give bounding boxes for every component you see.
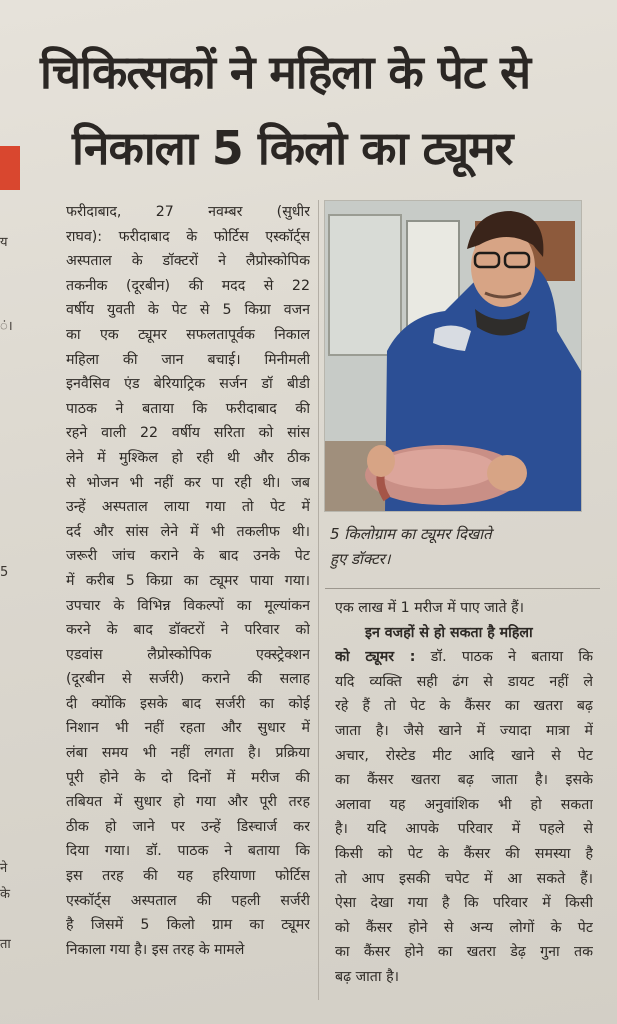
subhead-line: इन वजहों से हो सकता है महिला bbox=[365, 624, 533, 641]
article-line: पूरी होने के दो दिनों में मरीज की bbox=[66, 769, 310, 786]
subhead-lead: को ट्यूमर : bbox=[335, 649, 416, 666]
article-line: इनवैसिव एंड बेरियाट्रिक सर्जन डॉ बीडी bbox=[66, 376, 310, 393]
article-line: रहने वाली 22 वर्षीय सरिता को सांस bbox=[66, 425, 310, 442]
caption-line: 5 किलोग्राम का ट्यूमर दिखाते bbox=[330, 525, 492, 543]
red-accent-bar bbox=[0, 146, 20, 190]
photo-illustration bbox=[325, 201, 581, 511]
article-line: दी क्योंकि इसके बाद सर्जरी का कोई bbox=[66, 695, 310, 712]
headline-line-2: निकाला 5 किलो का ट्यूमर bbox=[72, 121, 513, 175]
article-line: का एक ट्यूमर सफलतापूर्वक निकाल bbox=[66, 326, 310, 343]
article-line: फरीदाबाद, 27 नवम्बर (सुधीर bbox=[66, 204, 310, 220]
subhead-line-2 bbox=[335, 645, 593, 670]
article-line: करने के बाद डॉक्टरों ने परिवार को bbox=[66, 622, 310, 639]
margin-fragment: य bbox=[0, 235, 8, 250]
article-line: इस तरह की यह हरियाणा फोर्टिस bbox=[66, 868, 310, 885]
article-line: निकाला गया है। इस तरह के मामले bbox=[66, 941, 245, 958]
article-line: है जिसमें 5 किलो ग्राम का ट्यूमर bbox=[66, 917, 310, 934]
article-line: दर्द और सांस लेने में भी तकलीफ थी। bbox=[66, 523, 310, 540]
article-line: में करीब 5 किग्रा का ट्यूमर पाया गया। bbox=[66, 572, 310, 589]
article-line: जरूरी जांच कराने के बाद उनके पेट bbox=[66, 548, 310, 565]
headline-line-1: चिकित्सकों ने महिला के पेट से bbox=[40, 45, 531, 99]
article-line: एक लाख में 1 मरीज में पाए जाते हैं। bbox=[335, 600, 524, 616]
margin-fragment: ता bbox=[0, 937, 11, 952]
article-column-left bbox=[66, 200, 310, 962]
article-line: जाता है। जैसे खाने में ज्यादा मात्रा में bbox=[335, 722, 593, 739]
article-line: वर्षीय युवती के पेट से 5 किग्रा वजन bbox=[66, 302, 310, 319]
article-line: उन्हें अस्पताल लाया गया तो पेट में bbox=[66, 499, 310, 516]
article-line: बढ़ जाता है। bbox=[335, 968, 399, 985]
article-line: राघव): फरीदाबाद के फोर्टिस एस्कॉर्ट्स bbox=[66, 228, 310, 245]
article-line: से भोजन भी नहीं कर पा रही थी। जब bbox=[66, 474, 310, 491]
article-line: एस्कॉर्ट्स अस्पताल की पहली सर्जरी bbox=[66, 892, 310, 909]
article-line: पाठक ने बताया कि फरीदाबाद की bbox=[66, 400, 310, 417]
photo-caption bbox=[330, 522, 598, 572]
caption-divider bbox=[325, 588, 600, 589]
margin-fragment: ने bbox=[0, 861, 8, 876]
margin-fragment: ं। bbox=[0, 319, 13, 334]
caption-line: हुए डॉक्टर। bbox=[330, 550, 391, 568]
article-line: उपचार के विभिन्न विकल्पों का मूल्यांकन bbox=[66, 597, 310, 614]
article-line: (दूरबीन से सर्जरी) कराने की सलाह bbox=[66, 671, 310, 688]
article-column-right bbox=[335, 596, 593, 990]
article-line: निशान भी नहीं रहता और सुधार में bbox=[66, 720, 310, 737]
article-line: किसी को पेट के कैंसर की समस्या है bbox=[335, 845, 593, 862]
article-line: महिला की जान बचाई। मिनीमली bbox=[66, 351, 310, 368]
article-line: अचार, रोस्टेड मीट आदि खाने से पेट bbox=[335, 747, 593, 764]
article-line: का कैंसर खतरा बढ़ जाता है। इसके bbox=[335, 772, 593, 789]
article-line: तबियत में सुधार हो गया और पूरी तरह bbox=[66, 794, 310, 811]
column-divider bbox=[318, 200, 319, 1000]
margin-fragment: के bbox=[0, 887, 10, 902]
article-line: तो आप इसकी चपेट में आ सकते हैं। bbox=[335, 870, 593, 887]
doctor-with-tumor-photo bbox=[324, 200, 582, 512]
article-line: अस्पताल के डॉक्टरों ने लैप्रोस्कोपिक bbox=[66, 253, 310, 270]
article-line: का कैंसर होने का खतरा डेढ़ गुना तक bbox=[335, 944, 593, 961]
article-line: ठीक हो जाने पर उन्हें डिस्चार्ज कर bbox=[66, 818, 310, 835]
article-line: यदि व्यक्ति सही ढंग से डायट नहीं ले bbox=[335, 673, 593, 690]
article-line: है। यदि आपके परिवार में पहले से bbox=[335, 821, 593, 838]
subhead-rest: डॉ. पाठक ने बताया कि bbox=[415, 649, 593, 666]
article-line: लेने में मुश्किल हो रही थी और ठीक bbox=[66, 449, 310, 466]
article-line: तकनीक (दूरबीन) की मदद से 22 bbox=[66, 277, 310, 294]
article-line: ऐसा देखा गया है कि परिवार में किसी bbox=[335, 895, 593, 912]
article-line: दिया गया। डॉ. पाठक ने बताया कि bbox=[66, 843, 310, 860]
article-line: रहे हैं तो पेट के कैंसर का खतरा बढ़ bbox=[335, 698, 593, 715]
article-line: अलावा यह अनुवांशिक भी हो सकता bbox=[335, 796, 593, 813]
margin-fragment: 5 bbox=[0, 565, 9, 580]
article-line: लंबा समय भी नहीं लगता है। प्रक्रिया bbox=[66, 745, 310, 762]
article-line: एडवांस लैप्रोस्कोपिक एक्स्ट्रेक्शन bbox=[66, 646, 310, 663]
article-line: को कैंसर होने से अन्य लोगों के पेट bbox=[335, 919, 593, 936]
